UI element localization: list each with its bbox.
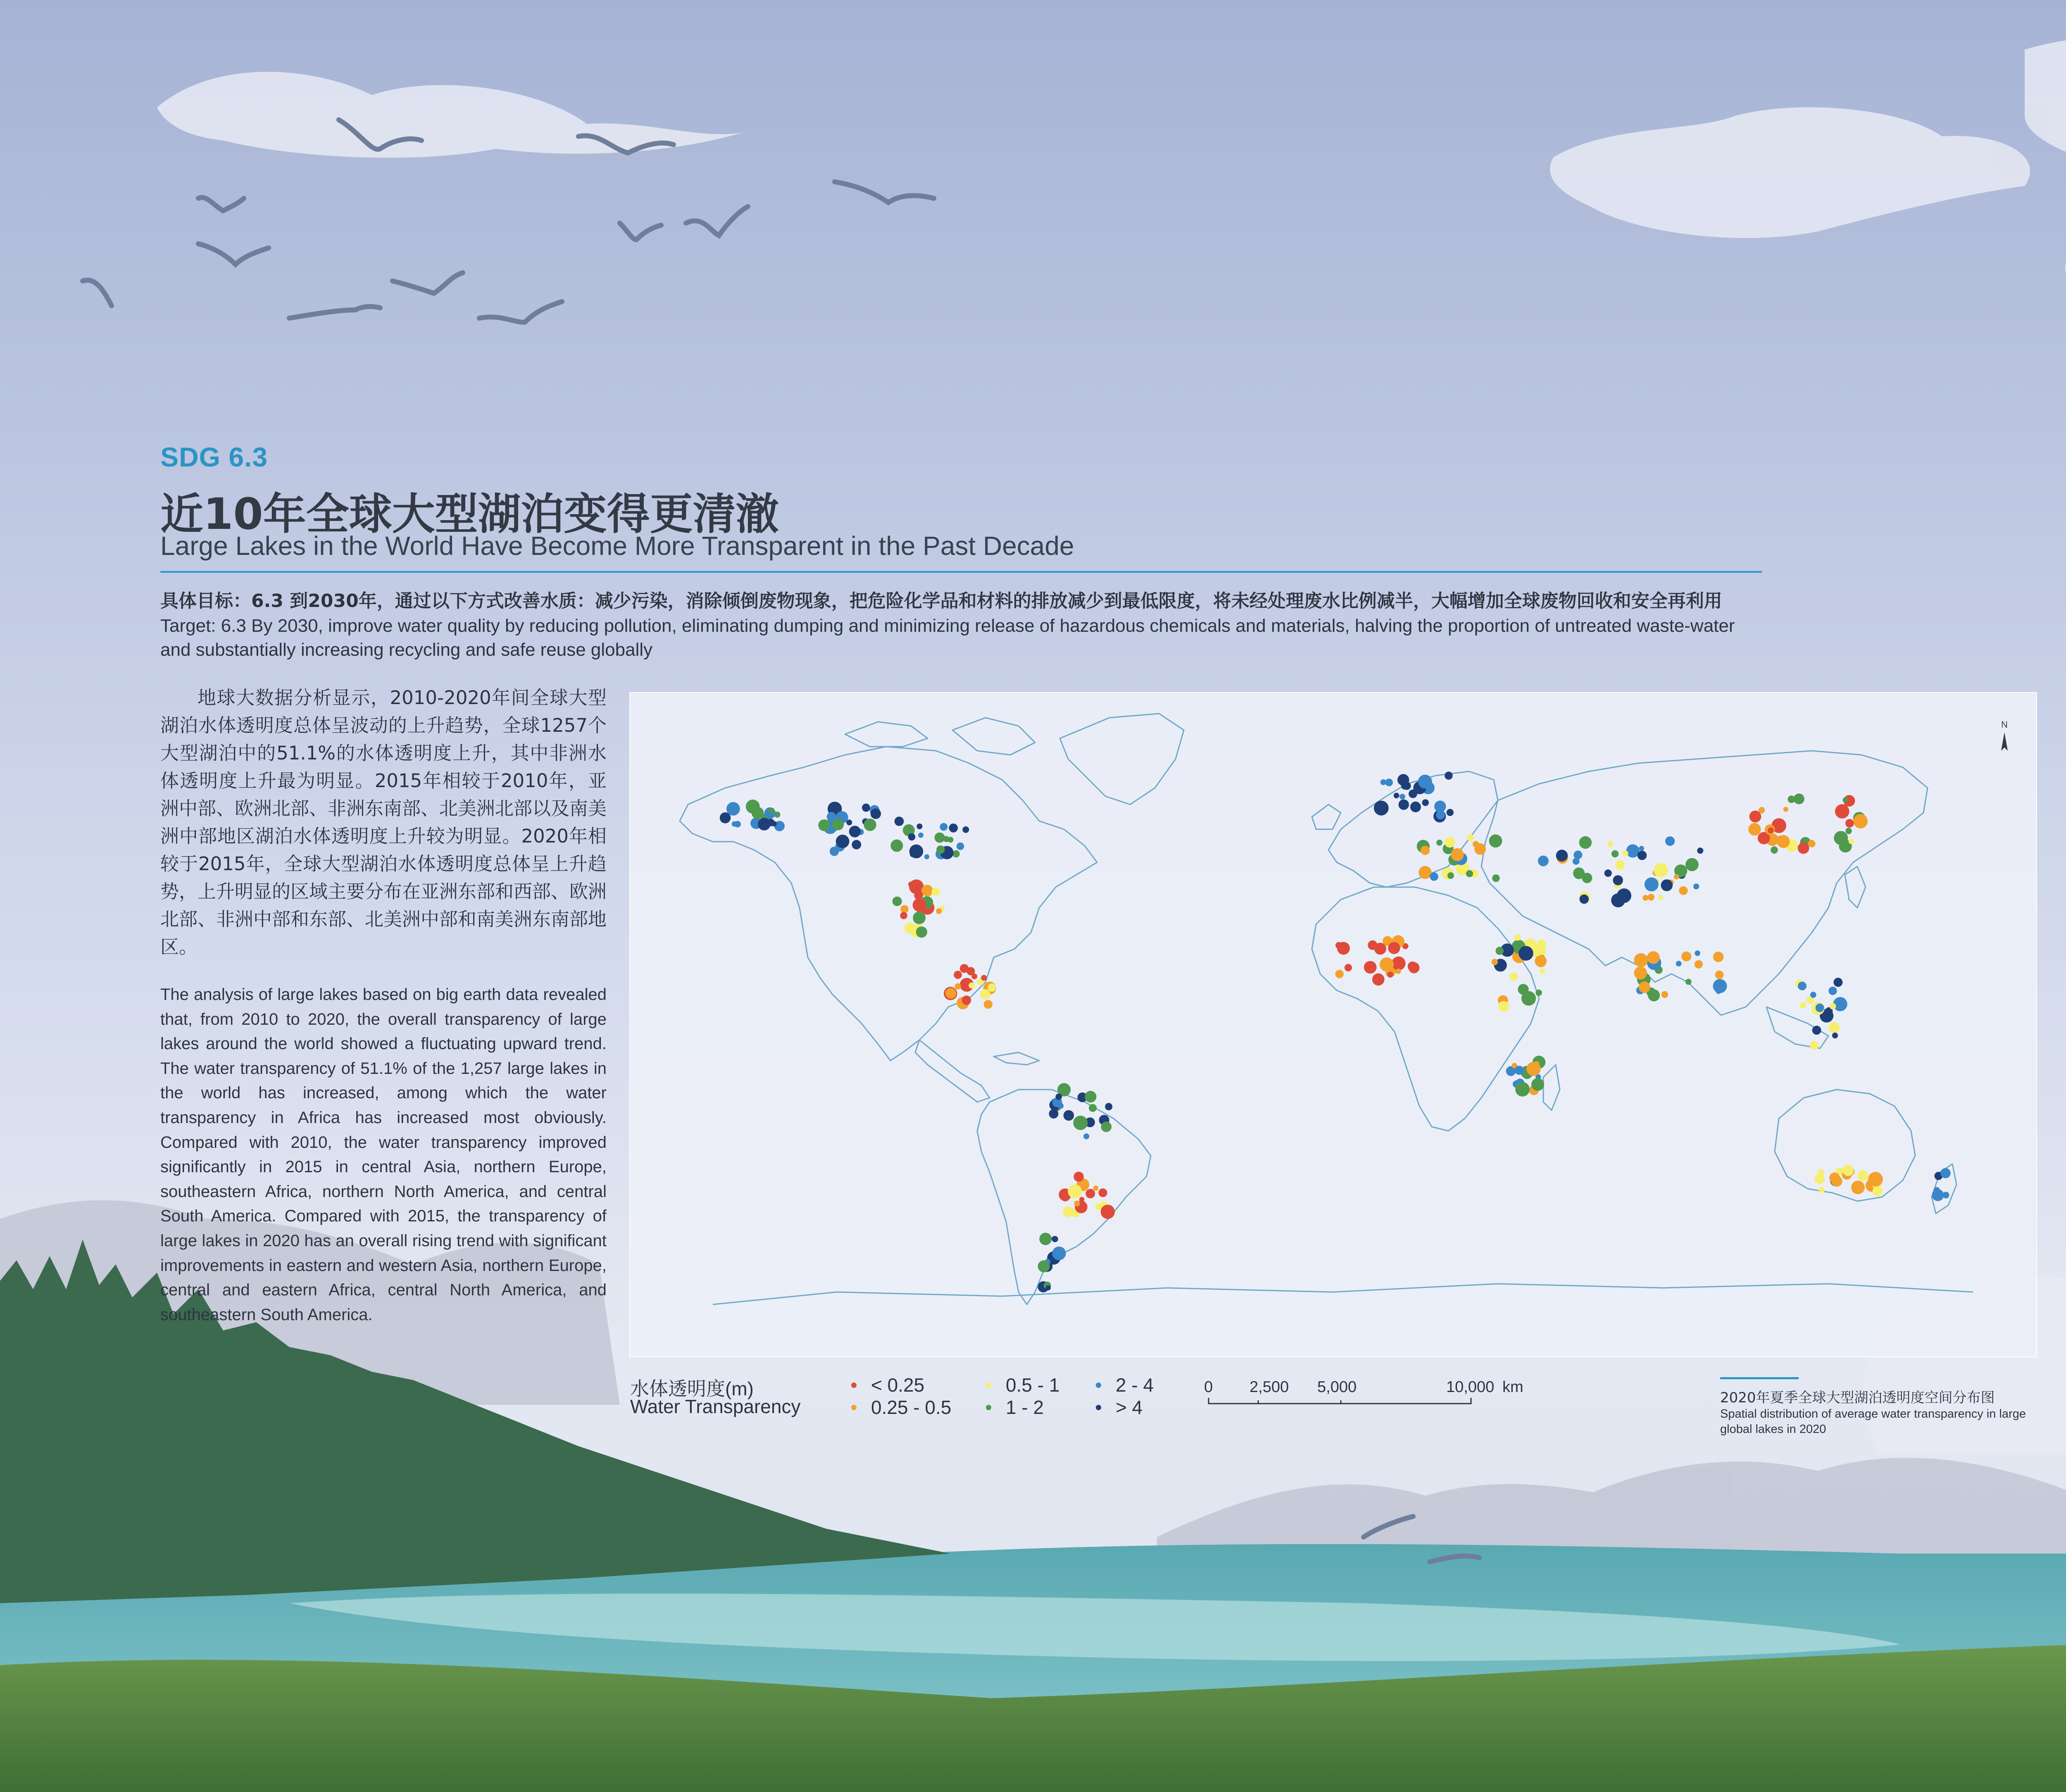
lake-point: [1749, 811, 1761, 823]
lake-point: [1798, 982, 1807, 990]
lake-point: [1617, 888, 1631, 903]
lake-point: [1535, 955, 1547, 967]
legend-label-2-4: 2 - 4: [1116, 1374, 1154, 1396]
lake-point: [1783, 807, 1788, 812]
lake-point: [1845, 828, 1852, 834]
lake-point: [1526, 1062, 1540, 1076]
lake-point: [1639, 846, 1645, 851]
lake-point: [1509, 972, 1518, 981]
body-text-en: The analysis of large lakes based on big earth data revealed that, from 2010 to 2020, the overall transparency of large lakes around the world showed a fluctuating upward trend. The water transparency of 51.1% of the 1,257 large lakes in the world has increased, among which the water transparency in Africa has increased most obviously. Compared with 2010, the water transparency improved significantly in 2015 in central Asia, northern Europe, southeastern Africa, northern North America, and central South America. Compared with 2015, the transparency of large lakes in 2020 has an overall rising trend with significant improvements in eastern and western Asia, northern Europe, central and eastern Africa, central North America, and southeastern South America.: [160, 985, 607, 1324]
lake-point: [1648, 894, 1654, 900]
scale-unit: km: [1502, 1378, 1523, 1396]
lake-point: [769, 808, 775, 814]
lake-point: [1093, 1185, 1099, 1191]
lake-point: [1828, 1022, 1840, 1033]
lake-point: [1622, 850, 1628, 856]
lake-point: [1374, 801, 1389, 816]
legend-title-cn: 水体透明度(m): [630, 1378, 754, 1399]
lake-point: [1489, 834, 1502, 847]
lake-point: [921, 885, 933, 896]
legend-title-en: Water Transparency: [630, 1396, 801, 1417]
lake-point: [955, 983, 961, 990]
lake-point: [1073, 1116, 1088, 1130]
lake-point: [1039, 1233, 1052, 1245]
lake-point: [1834, 831, 1848, 845]
lake-point: [984, 1000, 993, 1009]
lake-point: [1676, 961, 1682, 966]
scale-label-2500: 2,500: [1250, 1378, 1289, 1396]
scale-label-10000: 10,000: [1446, 1378, 1495, 1396]
lake-point: [1467, 834, 1474, 841]
lake-point: [945, 988, 956, 999]
lake-point: [1540, 969, 1545, 973]
map-caption-cn: 2020年夏季全球大型湖泊透明度空间分布图: [1720, 1390, 1995, 1406]
lake-point: [1535, 990, 1542, 996]
lake-point: [1831, 1176, 1842, 1187]
lake-point: [1604, 869, 1612, 877]
lake-point: [1049, 1109, 1059, 1119]
lake-point: [1942, 1192, 1949, 1198]
map-caption-en: Spatial distribution of average water transparency in large global lakes in 2020: [1720, 1407, 2026, 1436]
lake-point: [1385, 778, 1393, 786]
lake-point: [1607, 841, 1613, 847]
lake-point: [1101, 1205, 1115, 1219]
legend-swatch-0-25-0-5: [851, 1405, 857, 1410]
lake-point: [1409, 790, 1417, 798]
lake-point: [1810, 992, 1816, 998]
lake-point: [1345, 964, 1352, 971]
lake-point: [746, 800, 760, 814]
lake-point: [1768, 828, 1774, 834]
lake-point: [1857, 1170, 1868, 1181]
lake-point: [1083, 1133, 1089, 1139]
lake-point: [1418, 775, 1432, 789]
lake-point: [1715, 971, 1724, 979]
lake-point: [1647, 951, 1660, 964]
north-arrow: [2001, 719, 2008, 751]
lake-point: [1794, 794, 1804, 804]
lake-point: [1052, 1247, 1066, 1260]
lake-point: [1447, 809, 1454, 816]
lake-point: [1495, 947, 1504, 955]
lake-point: [1447, 872, 1454, 879]
lake-point: [1089, 1104, 1097, 1112]
lake-point: [1515, 1066, 1524, 1075]
legend-swatch-0-5-1: [986, 1383, 991, 1388]
lake-point: [862, 804, 870, 812]
lake-point: [1634, 953, 1648, 967]
lake-point: [893, 897, 902, 906]
lake-point: [1648, 990, 1660, 1002]
lake-point: [1038, 1260, 1050, 1272]
lake-point: [1853, 814, 1868, 828]
map-coastlines: [680, 714, 1973, 1304]
lake-point: [1713, 952, 1724, 962]
lake-point: [1521, 991, 1536, 1006]
lake-point: [908, 882, 914, 887]
lake-point: [1615, 860, 1625, 870]
lake-point: [1868, 1172, 1883, 1187]
lake-point: [1396, 969, 1401, 974]
lake-point: [1056, 1094, 1062, 1100]
lake-point: [836, 835, 850, 848]
lake-point: [1573, 851, 1582, 859]
lake-point: [1519, 946, 1533, 961]
lake-point: [916, 926, 927, 938]
lake-point: [910, 852, 916, 857]
lake-point: [1658, 895, 1663, 900]
lake-point: [1579, 836, 1592, 849]
lake-point: [900, 912, 907, 919]
lake-point: [962, 826, 969, 833]
lake-point: [1436, 811, 1445, 820]
lake-point: [1842, 1165, 1854, 1176]
lake-point: [1410, 802, 1421, 812]
lake-point: [1419, 866, 1431, 879]
lake-point: [1492, 959, 1498, 965]
lake-point: [1451, 848, 1464, 861]
lake-point: [1101, 1121, 1112, 1132]
lake-point: [734, 821, 741, 828]
lake-point: [1573, 858, 1580, 865]
lake-point: [1074, 1201, 1080, 1207]
lake-point: [913, 898, 926, 912]
lake-point: [1364, 961, 1377, 974]
lake-point: [1339, 947, 1345, 953]
lake-point: [1556, 850, 1568, 861]
lake-point: [1697, 847, 1703, 854]
lake-point: [1665, 836, 1675, 846]
lake-point: [832, 819, 844, 830]
legend-label-0-5-1: 0.5 - 1: [1006, 1374, 1060, 1396]
lake-point: [1849, 838, 1854, 844]
lake-point: [864, 819, 876, 831]
lake-point: [980, 989, 990, 1000]
lake-point: [1392, 957, 1405, 970]
lake-point: [1372, 973, 1385, 986]
lake-point: [936, 845, 945, 854]
lake-point: [1832, 1033, 1838, 1038]
lake-point: [936, 908, 942, 914]
lake-point: [900, 905, 909, 914]
lake-point: [1095, 1203, 1102, 1210]
lake-point: [940, 823, 948, 831]
lake-point: [1611, 850, 1619, 857]
lake-point: [924, 854, 929, 859]
world-map: [630, 693, 2036, 1356]
lake-point: [1810, 1041, 1818, 1050]
lake-point: [1466, 870, 1473, 877]
lake-point: [916, 823, 922, 829]
lake-point: [1679, 886, 1688, 895]
lake-point: [771, 821, 777, 826]
lake-point: [1771, 846, 1778, 854]
lake-point: [1674, 874, 1679, 880]
lake-point: [1943, 1172, 1949, 1178]
lake-point: [1434, 801, 1446, 812]
lake-point: [1492, 874, 1500, 882]
lake-point: [1538, 856, 1549, 866]
lake-point: [1798, 842, 1809, 854]
lake-point: [1748, 823, 1761, 835]
lake-point: [1388, 942, 1400, 954]
lake-point: [1085, 1189, 1095, 1198]
lake-point: [1445, 771, 1453, 780]
lake-point: [1843, 797, 1848, 803]
lake-point: [918, 833, 924, 838]
lake-point: [1335, 970, 1344, 978]
lake-point: [1654, 863, 1668, 877]
lake-point: [1777, 835, 1790, 848]
lake-point: [1851, 1181, 1865, 1195]
lake-point: [935, 833, 945, 843]
legend-label-gt-4: > 4: [1116, 1397, 1143, 1418]
lake-point: [1695, 950, 1700, 956]
lake-point: [1058, 1103, 1064, 1109]
lake-point: [1642, 895, 1648, 901]
legend-label-0-25-0-5: 0.25 - 0.5: [871, 1397, 952, 1418]
lake-point: [1052, 1236, 1058, 1242]
lake-point: [969, 983, 975, 989]
title-divider: [160, 571, 1762, 573]
lake-point: [932, 888, 940, 896]
legend-swatch-lt-0-25: [851, 1383, 857, 1388]
lake-point: [1685, 979, 1692, 985]
legend-swatch-gt-4: [1096, 1405, 1101, 1410]
lake-point: [1716, 989, 1721, 994]
lake-point: [1397, 774, 1409, 785]
lake-point: [1445, 837, 1455, 848]
lake-point: [1818, 1187, 1825, 1193]
lake-point: [1399, 800, 1409, 810]
lake-point: [1695, 960, 1703, 969]
lake-point: [1073, 1172, 1083, 1182]
body-text-cn: 地球大数据分析显示，2010-2020年间全球大型湖泊水体透明度总体呈波动的上升趋势，全球1257个大型湖泊中的51.1%的水体透明度上升，其中非洲水体透明度上升最为明显。2015年相较于2010年，亚洲中部、欧洲北部、非洲东南部、北美洲北部以及南美洲中部地区湖泊水体透明度上升较为明显。2020年相较于2015年，全球大型湖泊水体透明度总体呈上升趋势，上升明显的区域主要分布在亚洲东部和西部、欧洲北部、非洲中部和东部、北美洲中部和南美洲东南部地区。: [160, 687, 607, 958]
lake-point: [1814, 1174, 1824, 1184]
legend-swatch-2-4: [1096, 1383, 1101, 1388]
lake-point: [1681, 952, 1691, 961]
lake-point: [1514, 934, 1521, 941]
lake-point: [1661, 991, 1669, 998]
world-map-panel: [629, 692, 2037, 1357]
lake-point: [1828, 987, 1837, 995]
lake-point: [1645, 877, 1659, 891]
lake-point: [1580, 895, 1589, 904]
lake-point: [1845, 819, 1854, 828]
lake-point: [720, 812, 731, 823]
lake-point: [871, 809, 881, 819]
lake-point: [1068, 1185, 1082, 1199]
legend-label-lt-0-25: < 0.25: [871, 1374, 925, 1396]
lake-point: [904, 923, 915, 933]
lake-point: [1105, 1103, 1112, 1110]
scale-bar: [1198, 1395, 1479, 1411]
lake-point: [1381, 779, 1386, 785]
lake-point: [1634, 966, 1647, 980]
lake-point: [1873, 1186, 1883, 1196]
lake-point: [818, 819, 830, 831]
lake-point: [1368, 940, 1377, 950]
lake-point: [949, 823, 958, 833]
caption-divider: [1720, 1377, 1799, 1379]
lake-point: [1064, 1110, 1074, 1121]
legend-swatch-1-2: [986, 1405, 991, 1410]
lake-point: [1812, 1026, 1821, 1035]
lake-point: [1573, 867, 1585, 879]
lake-point: [1498, 1001, 1509, 1012]
lake-point: [1099, 1188, 1107, 1197]
lake-point: [914, 891, 923, 900]
lake-point: [1436, 840, 1442, 846]
lake-point: [1046, 1285, 1051, 1290]
sdg-tag: SDG 6.3: [160, 442, 268, 472]
lake-point: [895, 816, 904, 826]
lake-point: [1422, 799, 1429, 806]
lake-point: [1473, 841, 1479, 847]
lake-point: [1685, 858, 1699, 871]
target-text-cn: 具体目标：6.3 到2030年，通过以下方式改善水质：减少污染，消除倾倒废物现象，把危险化学品和材料的排放减少到最低限度，将未经处理废水比例减半，大幅增加全球废物回收和安全再利用: [160, 590, 1722, 612]
lake-point: [957, 842, 964, 850]
lake-point: [849, 826, 861, 837]
lake-point: [1409, 962, 1420, 973]
lake-point: [1835, 804, 1849, 819]
lake-point: [1661, 879, 1673, 891]
lake-point: [1934, 1187, 1940, 1193]
legend-label-1-2: 1 - 2: [1006, 1397, 1044, 1418]
lake-points: [720, 771, 1951, 1292]
lake-point: [908, 833, 916, 841]
lake-point: [758, 818, 771, 831]
lake-point: [913, 911, 926, 924]
lake-point: [981, 975, 987, 981]
lake-point: [1063, 1207, 1074, 1217]
page-title-cn: 近10年全球大型湖泊变得更清澈: [160, 489, 779, 539]
north-label: N: [2001, 719, 2008, 730]
lake-point: [954, 971, 962, 979]
lake-point: [1531, 1078, 1544, 1091]
lake-point: [1394, 793, 1400, 799]
lake-point: [1830, 1003, 1836, 1009]
scale-label-5000: 5,000: [1317, 1378, 1357, 1396]
lake-point: [971, 973, 977, 979]
lake-point: [1380, 957, 1394, 971]
lake-point: [1639, 981, 1650, 993]
scale-label-0: 0: [1204, 1378, 1213, 1396]
lake-point: [1085, 1091, 1096, 1102]
lake-point: [1808, 840, 1816, 847]
page-title-en: Large Lakes in the World Have Become More Transparent in the Past Decade: [160, 531, 1074, 561]
lake-point: [1693, 883, 1699, 889]
lake-point: [988, 983, 996, 992]
lake-point: [1430, 872, 1438, 881]
target-text-en: Target: 6.3 By 2030, improve water quality by reducing pollution, eliminating dumping and minimizing release of hazardous chemicals and materials, halving the proportion of untreated waste-water and substantially increasing recycling and safe reuse globally: [160, 616, 1735, 660]
lake-point: [1515, 1082, 1530, 1097]
lake-point: [1800, 1002, 1807, 1009]
lake-point: [962, 995, 971, 1005]
lake-point: [852, 840, 861, 850]
lake-point: [1387, 971, 1393, 978]
lake-point: [890, 840, 903, 852]
lake-point: [1638, 851, 1647, 860]
lake-point: [952, 850, 960, 858]
lake-point: [1400, 794, 1405, 800]
lake-point: [1816, 1004, 1824, 1012]
lake-point: [943, 836, 950, 842]
lake-point: [1421, 846, 1430, 855]
lake-point: [1833, 978, 1842, 987]
lake-point: [1613, 875, 1623, 885]
